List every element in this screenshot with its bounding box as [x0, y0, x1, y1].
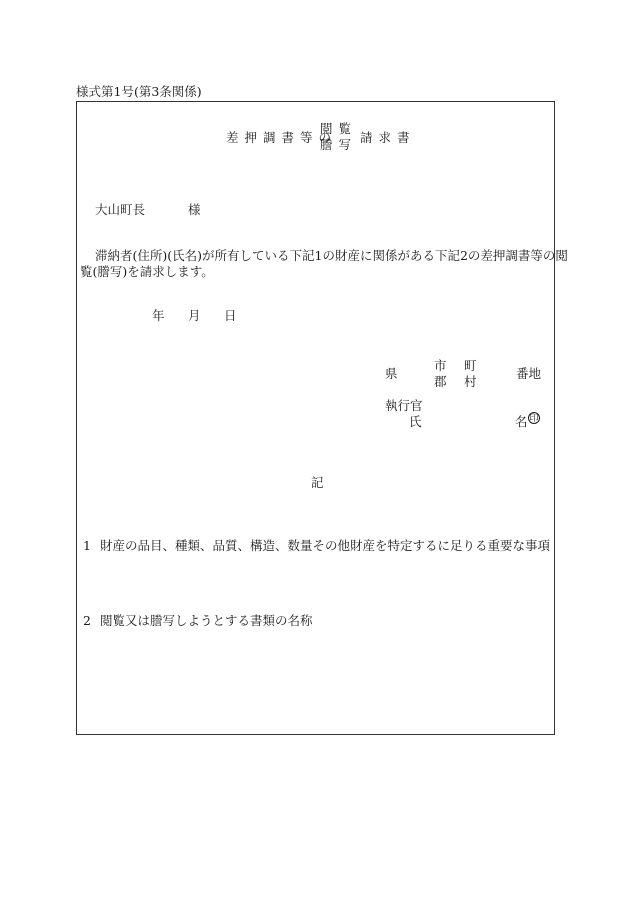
notes-heading: 記: [311, 475, 324, 490]
request-body-line2: 覧(謄写)を請求します。: [80, 264, 214, 279]
date-month: 月: [188, 308, 201, 323]
addressee-honorific: 様: [188, 202, 201, 217]
date-year: 年: [152, 308, 165, 323]
title-option-view: 閲覧: [320, 121, 358, 136]
address-number: 番地: [516, 366, 542, 381]
requester-name-right: 名: [515, 414, 528, 429]
item-1-number: 1: [83, 538, 91, 553]
address-prefecture: 県: [385, 366, 398, 381]
address-district: 郡: [434, 374, 447, 389]
address-village: 村: [464, 374, 477, 389]
seal-mark: 印: [529, 414, 539, 424]
request-form: [76, 101, 555, 735]
form-number: 様式第1号(第3条関係): [76, 84, 202, 99]
requester-name-left: 氏: [409, 414, 422, 429]
address-town: 町: [464, 358, 477, 373]
requester-title: 執行官: [385, 398, 423, 413]
addressee-name: 大山町長: [95, 202, 146, 217]
title-option-copy: 謄写: [320, 137, 358, 152]
item-2-text: 閲覧又は謄写しようとする書類の名称: [100, 613, 313, 628]
request-body-line1: 滞納者(住所)(氏名)が所有している下記1の財産に関係がある下記2の差押調書等の閲: [95, 248, 568, 263]
item-2-number: 2: [83, 613, 91, 628]
title-suffix: 請求書: [360, 130, 416, 145]
title-prefix: 差押調書等の: [226, 130, 338, 145]
date-day: 日: [224, 308, 237, 323]
item-1-text: 財産の品目、種類、品質、構造、数量その他財産を特定するに足りる重要な事項: [100, 538, 551, 553]
address-city: 市: [434, 358, 447, 373]
